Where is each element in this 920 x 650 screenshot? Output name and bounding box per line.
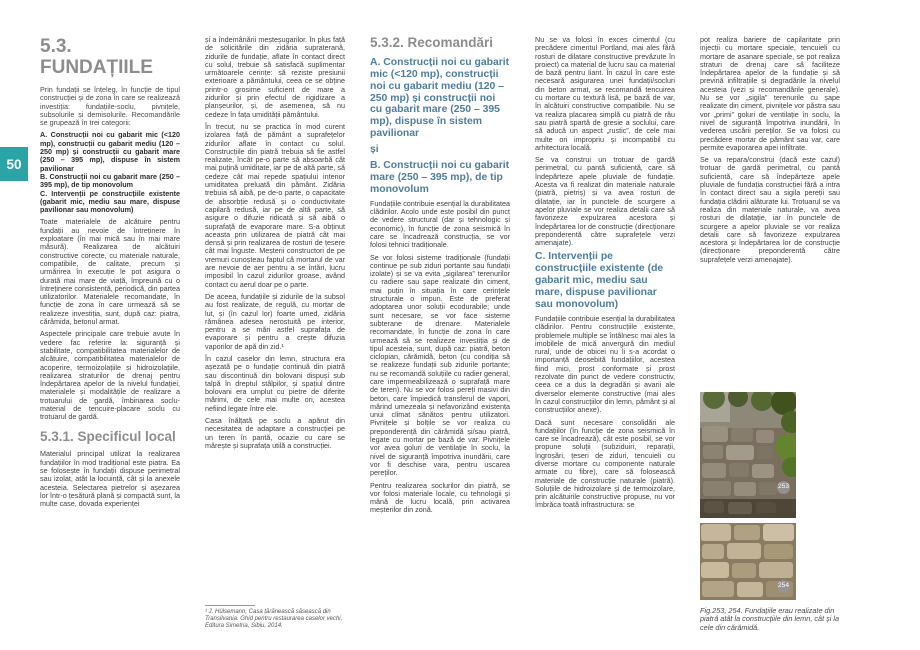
paragraph: În trecut, nu se practica în mod curent izolarea față de pământ a suprafețelor zidurilor aflate în contact cu solul. Construcțiile din piatră trebuia să fie astfel realizate, încât pe-o parte să absoarbă cât mai puțină umiditate, iar pe de altă parte, să cedeze cât mai repede spațiului interior umiditatea preluată din pământ. Zidăria trebuia să aibă, pe de-o parte, o capacitate de absorbție redusă și o conductivitate capilară redusă, iar pe de altă parte, să asigure o difuzie ridicată și să aibă o suprafață de evaporare mare. S-a obținut aceasta prin utilizarea de piatră cât mai densă și prin realizarea de rosturi de țesere cât mai înguste. Meșterii constructori de pe vremuri cunoșteau faptul că mortarul de var are nevoie de aer pentru a se întări, lucru imposibil în cazul zidurilor groase, având contact cu aerul doar pe o parte. bbox=[205, 121, 345, 289]
paragraph: Se va construi un trotuar de gardă perimetral, cu pantă suficientă, care să îndepărteze apele pluviale de fundație. Acesta va fi realizat din materiale naturale (piatră, pietriș) și va avea rosturi de dilatație, iar în punctele de scurgere a apelor pluviale se vor realiza detalii care să favorizeze expulzarea acestora și îndepărtarea lor de construcție (direcționare preponderentă către suprafețele verzi amenajate). bbox=[535, 155, 675, 248]
chapter-number: 5.3. bbox=[40, 36, 72, 57]
figure-254-badge: 254 bbox=[777, 580, 790, 593]
paragraph: și a îndemânării meșteșugarilor. În plus față de solicitările din zidăria supraterană, zidurile de fundație, aflate în contact direct cu solul, trebuie să satisfacă suplimentar următoarele cerințe: să reziste presiunii exterioare a pământului, ceea ce se obține printr-o grosime suficient de mare a zidurilor și prin efectul de rigidizare a planșeurilor, și, de asemenea, să nu cedeze în fața umidității pământului. bbox=[205, 36, 345, 119]
category-item-c: C. Intervenții pe construcțiile existente (gabarit mic, mediu sau mare, dispuse pavilionar sau monovolum) bbox=[40, 188, 180, 215]
paragraph: Dacă sunt necesare consolidări ale fundațiilor (în funcție de zona seismică în care se încadrează), cât este posibil, se vor propune soluții (subziduiri, reparații, îngroșări, țeseri de ziduri, tencuieli cu diverse mortare cu componente naturale armate cu fibre), care să folosească materiale de construcție naturale (piatră). Soluțiile de hidroizolare și de termoizolare, prin alcătuirile constructive propuse, nu vor îmbrăca toată infrastructura: se bbox=[535, 417, 675, 510]
stone-foundation-photo-svg bbox=[700, 392, 796, 518]
column-5 bbox=[700, 36, 840, 642]
recommendation-heading-b: B. Construcții noi cu gabarit mare (250 – 395 mp), de tip monovolum bbox=[370, 160, 510, 195]
paragraph: pot realiza bariere de capilaritate prin injecții cu mortare speciale, tencuieli cu mortare de asanare speciale, se pot realiza straturi de drenaj care să faciliteze îndepărtarea apelor de la fundație și să prevină infiltrațiile și degradările la nivelul acesteia (vezi și recomandările generale). Nu se vor „sigila” terenurile cu șape realizate din ciment, pivnițele vor păstra sau vor „primi” goluri de ventilație în soclu, la nivel de siguranță împotriva inundării, în vederea uscării pereților. Se va folosi cu precădere mortar de pământ sau var, care permite evaporarea apei infiltrate. bbox=[700, 36, 840, 152]
paragraph: De aceea, fundațiile și zidurile de la subsol au fost realizate, de regulă, cu mortar de lut, și (în cazul lor) foarte umed, zidăria rămânea adesea nerostuită pe interior, pentru a se mări astfel suprafața de evaporare și pentru a crește difuzia vaporilor de apă din zid.¹ bbox=[205, 291, 345, 351]
chapter-heading bbox=[40, 36, 180, 78]
paragraph: Se vor folosi sisteme tradiționale (fundații continue pe sub ziduri portante sau fundații izolate) și se va evita „sigilarea” terenurilor cu radiere sau șape realizate din ciment, mai puțin în situația în care cerințele structurale o impun. Este de preferat adoptarea unor soluții ecodurabile; unde sunt necesare, se vor face sisteme subterane de drenare. Materialele recomandate, în funcție de zona în care urmează să se realizeze investiția și de tipul acesteia, sunt, după caz: piatră, beton ciclopian, cărămidă, beton (cu condiția să se realizeze fundații sub zidurile portante; nu se recomandă soluțiile cu radier general, care impermeabilizează o suprafață mare de teren). Nu se vor folosi pereți masivi din beton, care împiedică transferul de vapori, mărind umezeala și nefavorizând existența unui climat sănătos pentru utilizatori. Pivnițele și bolțile se vor realiza cu preponderență din cărămidă și/sau piatră, legate cu mortar pe bază de var. Pivnițele vor avea goluri de ventilație în soclu, la nivel de siguranță împotriva inundării, care vor fi deschise vara, pentru uscarea pereților. bbox=[370, 252, 510, 478]
column-1 bbox=[40, 36, 180, 642]
figure-253-badge: 253 bbox=[777, 481, 790, 494]
column-2 bbox=[205, 36, 345, 642]
figure-254-photo bbox=[700, 523, 796, 600]
category-item-a: A. Construcții noi cu gabarit mic (<120 mp), construcții cu gabarit mediu (120 – 250 mp) și construcții cu gabarit mare (250 – 395 mp), dispuse în sistem pavilionar bbox=[40, 130, 180, 173]
intro-paragraph: Prin fundații se înțeleg, în funcție de tipul construcției și de zona în care se realizează investiția: fundațiile-soclu, pivnițele, subsolurile și demisolurile. Recomandările se grupează în trei categorii: bbox=[40, 85, 180, 128]
recommendation-heading-a: A. Construcții noi cu gabarit mic (<120 mp), construcții noi cu gabarit mediu (120 – 250 mp) și construcții noi cu gabarit mare (250 – 395 mp), dispuse în sistem pavilionar bbox=[370, 56, 510, 140]
page-number-tab: 50 bbox=[0, 147, 28, 181]
paragraph: Fundațiile contribuie esențial la durabilitatea clădirilor. Pentru construcțiile existente, problemele multiple se întâlnesc mai ales la imobilele de mică anvergură din mediul rural, unde de obicei nu li s-a acordat o importanță deosebită fundațiilor, acestea fiind mici, prost conformate și prost rezolvate din punct de vedere constructiv, ceea ce a dus la degradări și avarii ale diverselor elemente constructive (mai ales în cazul construcțiilor din lemn, pământ și al construcțiilor anexe). bbox=[535, 313, 675, 415]
footnote: ¹ J. Hülsemann, Casa țărănească săsească din Transilvania. Ghid pentru restaurarea caselor vechi, Editura Simetria, Sibiu, 2014. bbox=[205, 605, 345, 630]
figure-caption: Fig.253, 254. Fundațiile erau realizate din piatră atât la construcțiile din lemn, cât și la cele din cărămidă. bbox=[700, 606, 840, 632]
paragraph: Toate materialele de alcătuire pentru fundații au nevoie de întreținere în exploatare (în mai mică sau în mai mare măsură). Realizarea de alcătuiri constructive corecte, cu materiale naturale, compatibile, de calitate, precum și urmărirea în execuție le pot asigura o durată mai mare de viață, împreună cu o întreținere consistentă, periodică, din partea utilizatorilor. Materialele recomandate, în funcție de zona în care urmează să se realizeze investiția, sunt, după caz: piatra, cărămida, betonul armat. bbox=[40, 217, 180, 327]
section-heading-specific-local: 5.3.1. Specificul local bbox=[40, 428, 176, 444]
column-3 bbox=[370, 36, 510, 642]
figure-253-photo bbox=[700, 392, 796, 518]
recommendation-heading-c: C. Intervenții pe construcțiile existente (de gabarit mic, mediu sau mare, dispuse pavilionar sau monovolum) bbox=[535, 251, 664, 311]
category-list bbox=[40, 131, 180, 214]
figure-block bbox=[700, 392, 840, 632]
paragraph: Casa înălțată pe soclu a apărut din necesitatea de adaptare a construcției pe un teren în pantă, ocazie cu care se mărește și suprafața utilă a construcției. bbox=[205, 416, 345, 450]
section-heading-recommendations: 5.3.2. Recomandări bbox=[370, 36, 494, 50]
paragraph: Se va repara/construi (dacă este cazul) trotuar de gardă perimetral, cu pantă suficientă, care să îndepărteze apele pluviale de fundația construcției fără a intra în contact direct sau a sigila pereții sau fundația clădirii alăturate lui. Trotuarul se va realiza din materiale naturale, va avea rosturi de dilatație, iar în punctele de scurgere a apelor pluviale se vor realiza detalii care să favorizeze expulzarea acestora și îndepărtarea lor de construcție (direcționare preponderentă către suprafețele verzi amenajate). bbox=[700, 155, 840, 264]
category-item-b: B. Construcții noi cu gabarit mare (250 – 395 mp), de tip monovolum bbox=[40, 171, 180, 190]
chapter-title: FUNDAȚIILE bbox=[40, 57, 153, 78]
paragraph: Fundațiile contribuie esențial la durabilitatea clădirilor. Acolo unde este posibil din punct de vedere structural (dar și tehnologic și economic), în funcție de zona seismică în care se încadrează construcția, se vor folosi tehnici tradiționale. bbox=[370, 198, 510, 250]
column-4 bbox=[535, 36, 675, 642]
paragraph: În cazul caselor din lemn, structura era așezată pe o fundație continuă din piatră sau discontinuă din bolovani dispuși sub talpă în dreptul stâlpilor, și spațiul dintre bolovani era umplut cu pietre de diferite mărimi, de cele mai multe ori, acestea nefiind legate între ele. bbox=[205, 353, 345, 413]
heading-conjunction: și bbox=[370, 144, 379, 156]
paragraph: Aspectele principale care trebuie avute în vedere fac referire la: siguranță și stabilitate, compatibilitatea materialelor de alcătuire, compatibilitatea materialelor de acoperire, termoizolațiile și hidroizolațiile, realizarea straturilor de drenaj pentru îndepărtarea apelor de la nivelul fundației, materialele și modalitățile de realizare a trotuarului de gardă, îmbinarea soclu-material de tencuire-placare soclu cu trotuarul de gardă. bbox=[40, 329, 180, 422]
paragraph: Pentru realizarea soclurilor din piatră, se vor folosi materiale locale, cu tehnologii și mână de lucru locală, prin activarea meșterilor din zonă. bbox=[370, 480, 510, 515]
paragraph: Materialul principal utilizat la realizarea fundațiilor în mod tradițional este piatra. Ea se folosește în fundații dispuse perimetral sau izolat, atât la locuință, cât și la anexele acesteia. Selectarea pietrelor și așezarea lor într-o țesătură plană și compactă sunt, la multe case, dovada experienței bbox=[40, 449, 180, 509]
page-content bbox=[40, 36, 840, 642]
paragraph: Nu se va folosi în exces cimentul (cu precădere cimentul Portland, mai ales fără rosturi de dilatare constructive prevăzute în proiect) ca material de lucru sau ca material de bază pentru liant. În cazul în care este necesară asigurarea unei fundații/socluri din beton armat, se recomandă tencuirea cu mortare cu textură lisă, pe bază de var, în alcătuiri constructive compatibile. Nu se va realiza placarea simplă cu piatră de râu sau piatră spartă de gresie a soclului, care să aducă un aspect „rustic”, de cele mai multe ori impropriu și incompatibil cu arhitectura locală. bbox=[535, 36, 675, 152]
